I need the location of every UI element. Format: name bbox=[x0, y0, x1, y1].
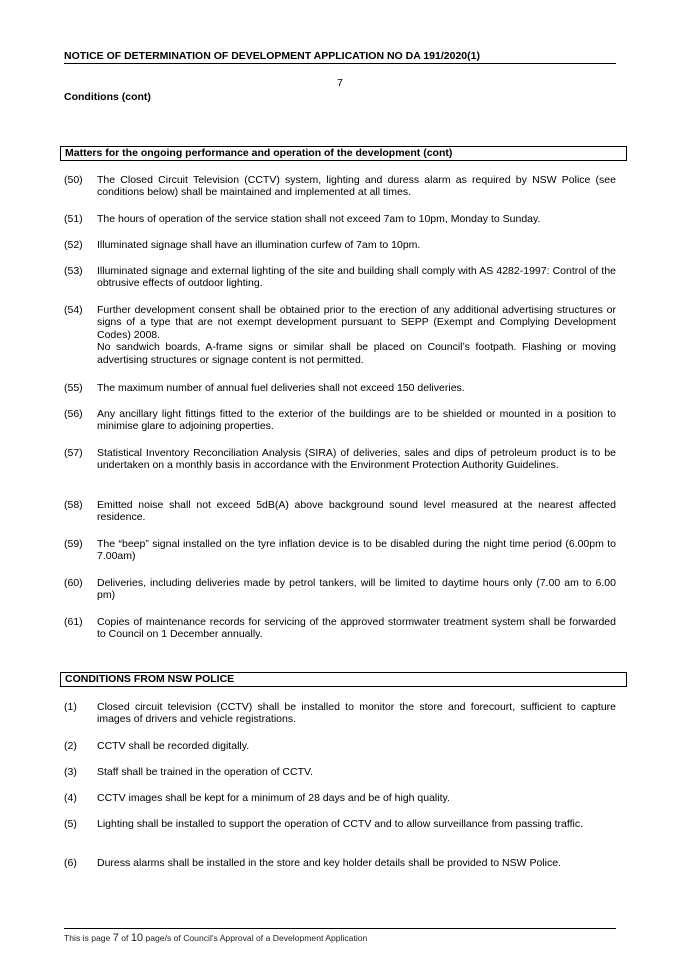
condition-paragraph: Lighting shall be installed to support the operation of CCTV and to allow surveillance from passing traffic. bbox=[97, 818, 583, 830]
condition-text bbox=[97, 265, 616, 290]
condition-paragraph: Any ancillary light fittings fitted to the exterior of the buildings are to be shielded or mounted in a position to minimise glare to adjoining properties. bbox=[97, 408, 616, 433]
condition-paragraph: CCTV images shall be kept for a minimum of 28 days and be of high quality. bbox=[97, 792, 450, 804]
condition-text bbox=[97, 239, 616, 251]
condition-number: (57) bbox=[64, 447, 83, 459]
condition-text bbox=[97, 857, 616, 869]
section-heading-nsw-police: CONDITIONS FROM NSW POLICE bbox=[60, 672, 627, 687]
condition-number: (58) bbox=[64, 499, 83, 511]
condition-paragraph: No sandwich boards, A-frame signs or similar shall be placed on Council’s footpath. Flashing or moving advertising structures or signage content is not permitted. bbox=[97, 341, 616, 366]
condition-item bbox=[64, 740, 616, 752]
condition-number: (55) bbox=[64, 382, 83, 394]
condition-paragraph: Further development consent shall be obtained prior to the erection of any additional advertising structures or signs of a type that are not exempt development pursuant to SEPP (Exempt and Complying Development Codes) 2008. bbox=[97, 304, 616, 341]
condition-number: (50) bbox=[64, 174, 83, 186]
condition-item bbox=[64, 577, 616, 602]
condition-text bbox=[97, 174, 616, 199]
condition-item bbox=[64, 447, 616, 472]
condition-text bbox=[97, 538, 616, 563]
footer-divider bbox=[64, 928, 616, 929]
condition-text bbox=[97, 382, 616, 394]
page-footer bbox=[64, 932, 367, 944]
condition-item bbox=[64, 701, 616, 726]
page-number: 7 bbox=[337, 77, 343, 89]
condition-item bbox=[64, 382, 616, 394]
condition-paragraph: Illuminated signage shall have an illumination curfew of 7am to 10pm. bbox=[97, 239, 421, 251]
condition-text bbox=[97, 213, 616, 225]
condition-number: (3) bbox=[64, 766, 77, 778]
condition-text bbox=[97, 766, 616, 778]
condition-paragraph: Illuminated signage and external lighting of the site and building shall comply with AS 4282-1997: Control of the obtrusive effects of outdoor lighting. bbox=[97, 265, 616, 290]
condition-number: (56) bbox=[64, 408, 83, 420]
condition-number: (6) bbox=[64, 857, 77, 869]
condition-paragraph: The “beep” signal installed on the tyre inflation device is to be disabled during the night time period (6.00pm to 7.00am) bbox=[97, 538, 616, 563]
condition-paragraph: CCTV shall be recorded digitally. bbox=[97, 740, 250, 752]
condition-item bbox=[64, 766, 616, 778]
condition-text bbox=[97, 818, 616, 830]
condition-number: (52) bbox=[64, 239, 83, 251]
condition-paragraph: Staff shall be trained in the operation of CCTV. bbox=[97, 766, 313, 778]
footer-of: of bbox=[118, 933, 131, 943]
condition-item bbox=[64, 265, 616, 290]
condition-number: (59) bbox=[64, 538, 83, 550]
condition-paragraph: Emitted noise shall not exceed 5dB(A) above background sound level measured at the nearest affected residence. bbox=[97, 499, 616, 524]
condition-number: (54) bbox=[64, 304, 83, 316]
condition-paragraph: Copies of maintenance records for servicing of the approved stormwater treatment system shall be forwarded to Council on 1 December annually. bbox=[97, 616, 616, 641]
footer-suffix: page/s of Council's Approval of a Development Application bbox=[143, 933, 368, 943]
condition-item bbox=[64, 818, 616, 830]
section-heading-ongoing-operation: Matters for the ongoing performance and operation of the development (cont) bbox=[60, 146, 627, 161]
condition-number: (4) bbox=[64, 792, 77, 804]
condition-item bbox=[64, 538, 616, 563]
condition-number: (61) bbox=[64, 616, 83, 628]
condition-number: (53) bbox=[64, 265, 83, 277]
condition-item bbox=[64, 792, 616, 804]
condition-item bbox=[64, 239, 616, 251]
condition-paragraph: The maximum number of annual fuel deliveries shall not exceed 150 deliveries. bbox=[97, 382, 465, 394]
condition-item bbox=[64, 408, 616, 433]
condition-number: (1) bbox=[64, 701, 77, 713]
condition-paragraph: Closed circuit television (CCTV) shall be installed to monitor the store and forecourt, sufficient to capture images of drivers and vehicle registrations. bbox=[97, 701, 616, 726]
conditions-subtitle: Conditions (cont) bbox=[64, 91, 151, 103]
condition-text bbox=[97, 577, 616, 602]
condition-text bbox=[97, 701, 616, 726]
footer-page: 7 bbox=[112, 932, 119, 944]
condition-paragraph: Deliveries, including deliveries made by petrol tankers, will be limited to daytime hours only (7.00 am to 6.00 pm) bbox=[97, 577, 616, 602]
condition-text bbox=[97, 304, 616, 366]
condition-item bbox=[64, 616, 616, 641]
condition-text bbox=[97, 408, 616, 433]
condition-item bbox=[64, 213, 616, 225]
condition-number: (5) bbox=[64, 818, 77, 830]
condition-paragraph: The hours of operation of the service station shall not exceed 7am to 10pm, Monday to Sunday. bbox=[97, 213, 541, 225]
condition-paragraph: Duress alarms shall be installed in the store and key holder details shall be provided to NSW Police. bbox=[97, 857, 561, 869]
condition-item bbox=[64, 499, 616, 524]
footer-total: 10 bbox=[130, 932, 144, 944]
condition-number: (60) bbox=[64, 577, 83, 589]
document-header-title: NOTICE OF DETERMINATION OF DEVELOPMENT APPLICATION NO DA 191/2020(1) bbox=[64, 50, 616, 64]
condition-text bbox=[97, 447, 616, 472]
condition-number: (2) bbox=[64, 740, 77, 752]
condition-item bbox=[64, 174, 616, 199]
condition-paragraph: Statistical Inventory Reconciliation Analysis (SIRA) of deliveries, sales and dips of petroleum product is to be undertaken on a monthly basis in accordance with the Environment Protection Authority Guidelines. bbox=[97, 447, 616, 472]
condition-item bbox=[64, 857, 616, 869]
condition-number: (51) bbox=[64, 213, 83, 225]
condition-text bbox=[97, 740, 616, 752]
condition-text bbox=[97, 499, 616, 524]
condition-text bbox=[97, 792, 616, 804]
condition-text bbox=[97, 616, 616, 641]
footer-prefix: This is page bbox=[64, 933, 113, 943]
condition-item bbox=[64, 304, 616, 366]
condition-paragraph: The Closed Circuit Television (CCTV) system, lighting and duress alarm as required by NSW Police (see conditions below) shall be maintained and implemented at all times. bbox=[97, 174, 616, 199]
